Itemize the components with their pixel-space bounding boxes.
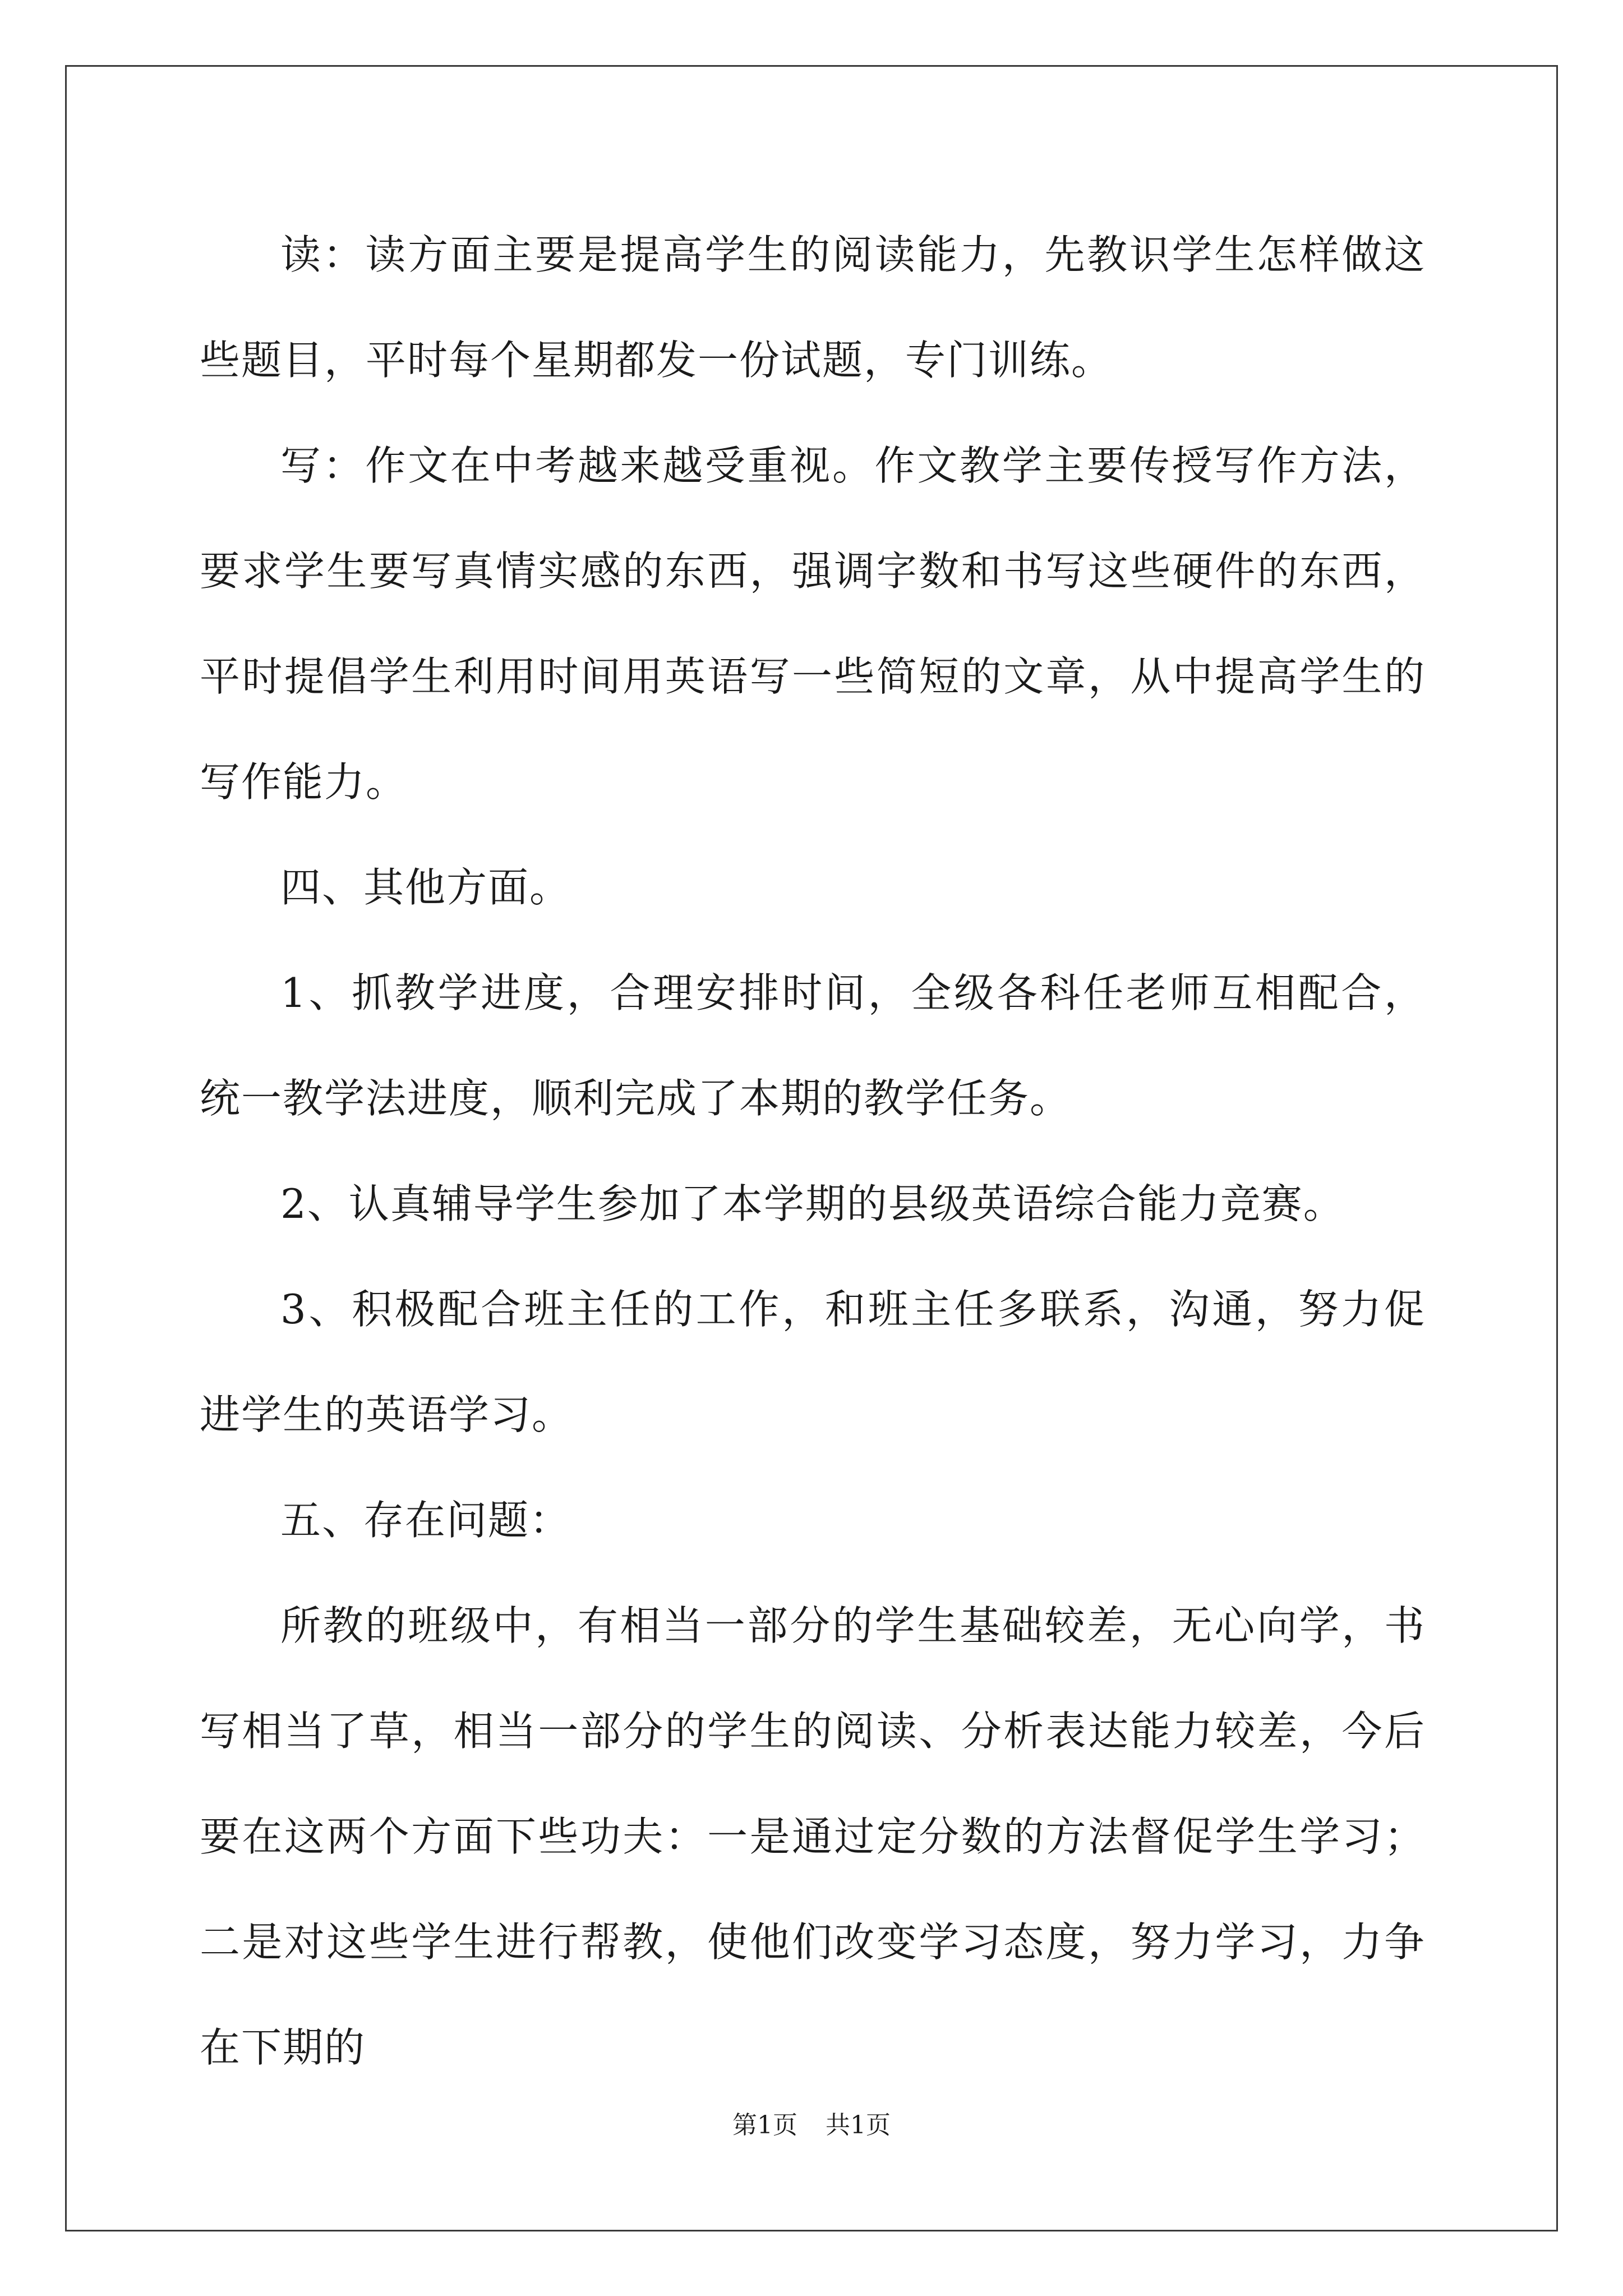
document-body <box>200 202 1426 2100</box>
section-heading-problems: 五、存在问题： <box>280 1497 571 1544</box>
list-item-3: 3、积极配合班主任的工作，和班主任多联系，沟通，努力促进学生的英语学习。 <box>200 1286 1426 1438</box>
list-item-1: 1、抓教学进度，合理安排时间，全级各科任老师互相配合，统一教学法进度，顺利完成了本期的教学任务。 <box>200 969 1426 1122</box>
section-heading-other: 四、其他方面。 <box>280 864 571 911</box>
page-number-total: 共1页 <box>826 2111 891 2139</box>
paragraph-reading: 读：读方面主要是提高学生的阅读能力，先教识学生怎样做这些题目，平时每个星期都发一份试题，专门训练。 <box>200 231 1426 384</box>
page-number-current: 第1页 <box>732 2111 797 2139</box>
paragraph-writing: 写：作文在中考越来越受重视。作文教学主要传授写作方法，要求学生要写真情实感的东西，强调字数和书写这些硬件的东西，平时提倡学生利用时间用英语写一些简短的文章，从中提高学生的写作能力。 <box>200 442 1426 806</box>
paragraph-problems: 所教的班级中，有相当一部分的学生基础较差，无心向学，书写相当了草，相当一部分的学生的阅读、分析表达能力较差，今后要在这两个方面下些功夫：一是通过定分数的方法督促学生学习；二是对这些学生进行帮教，使他们改变学习态度，努力学习，力争在下期的 <box>200 1602 1426 2071</box>
page-footer <box>0 2105 1623 2141</box>
list-item-2: 2、认真辅导学生参加了本学期的县级英语综合能力竞赛。 <box>280 1180 1345 1227</box>
